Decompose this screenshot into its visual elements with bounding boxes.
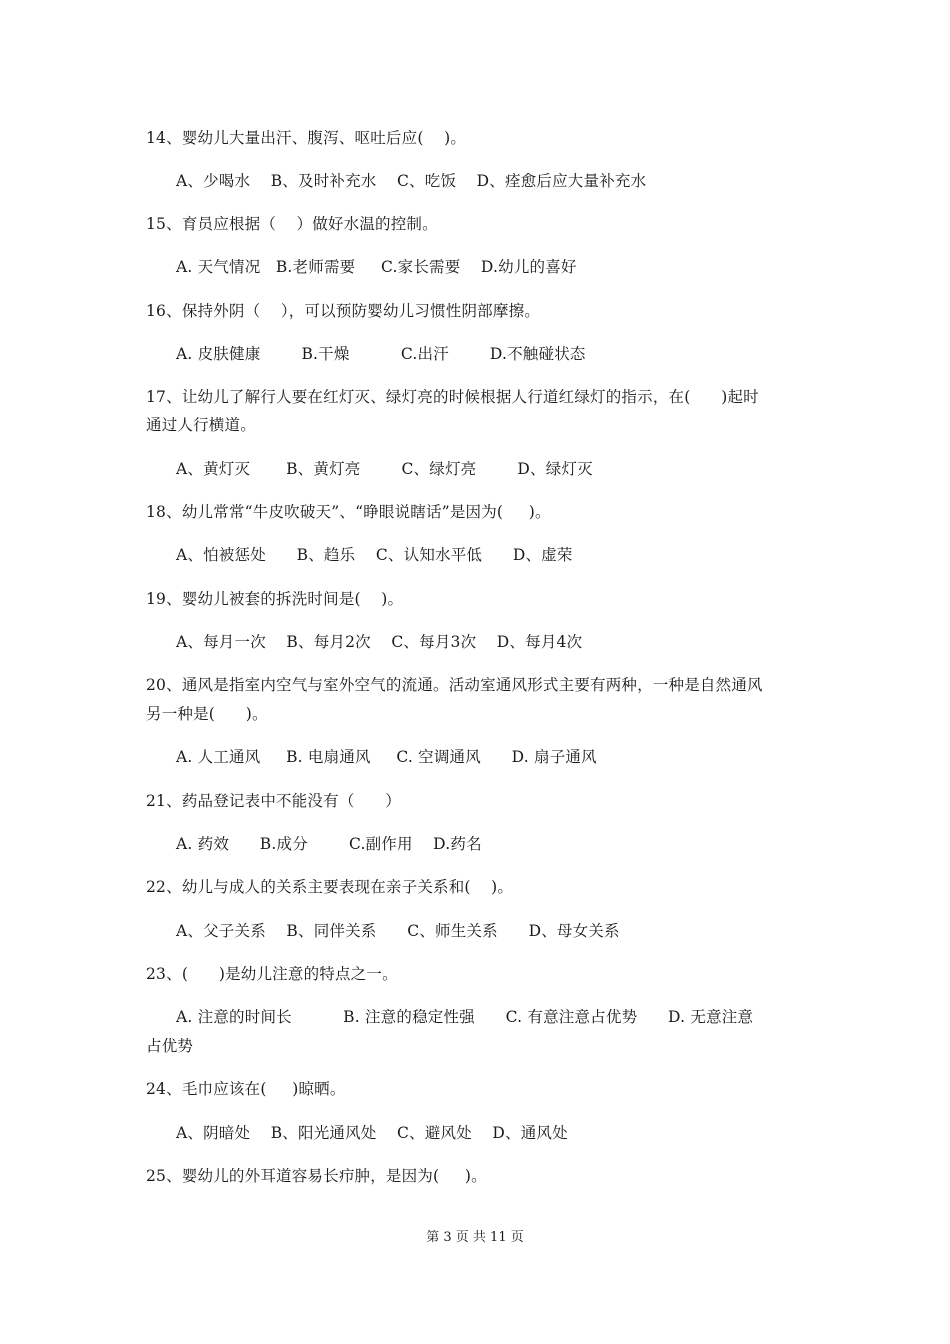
question-23: 23、( )是幼儿注意的特点之一。 <box>146 965 398 983</box>
question-19: 19、婴幼儿被套的拆洗时间是( )。 <box>146 590 404 608</box>
question-23-options: A. 注意的时间长 B. 注意的稳定性强 C. 有意注意占优势 D. 无意注意 <box>176 1008 754 1026</box>
question-20: 20、通风是指室内空气与室外空气的流通。活动室通风形式主要有两种，一种是自然通风 <box>146 676 763 694</box>
question-15: 15、育员应根据（ ）做好水温的控制。 <box>146 215 438 233</box>
question-20-options: A. 人工通风 B. 电扇通风 C. 空调通风 D. 扇子通风 <box>176 748 597 766</box>
question-18: 18、幼儿常常“牛皮吹破天”、“睁眼说瞎话”是因为( )。 <box>146 503 551 521</box>
question-19-options: A、每月一次 B、每月2次 C、每月3次 D、每月4次 <box>176 633 583 651</box>
question-21-options: A. 药效 B.成分 C.副作用 D.药名 <box>176 835 482 853</box>
question-14: 14、婴幼儿大量出汗、腹泻、呕吐后应( )。 <box>146 129 467 147</box>
question-21: 21、药品登记表中不能没有（ ） <box>146 792 401 810</box>
question-23-options-continued: 占优势 <box>146 1037 194 1055</box>
question-20-continued: 另一种是( )。 <box>146 705 268 723</box>
page-footer: 第 3 页 共 11 页 <box>426 1230 524 1245</box>
question-15-options: A. 天气情况 B.老师需要 C.家长需要 D.幼儿的喜好 <box>176 258 577 276</box>
question-25: 25、婴幼儿的外耳道容易长疖肿，是因为( )。 <box>146 1167 487 1185</box>
question-17: 17、让幼儿了解行人要在红灯灭、绿灯亮的时候根据人行道红绿灯的指示，在( )起时 <box>146 388 759 406</box>
question-24-options: A、阴暗处 B、阳光通风处 C、避风处 D、通风处 <box>176 1124 568 1142</box>
question-24: 24、毛巾应该在( )晾晒。 <box>146 1080 346 1098</box>
question-22: 22、幼儿与成人的关系主要表现在亲子关系和( )。 <box>146 878 514 896</box>
question-18-options: A、怕被惩处 B、趋乐 C、认知水平低 D、虚荣 <box>176 546 573 564</box>
question-22-options: A、父子关系 B、同伴关系 C、师生关系 D、母女关系 <box>176 922 620 940</box>
question-14-options: A、少喝水 B、及时补充水 C、吃饭 D、痊愈后应大量补充水 <box>176 172 647 190</box>
question-17-options: A、黄灯灭 B、黄灯亮 C、绿灯亮 D、绿灯灭 <box>176 460 593 478</box>
question-16: 16、保持外阴（ ），可以预防婴幼儿习惯性阴部摩擦。 <box>146 302 540 320</box>
question-16-options: A. 皮肤健康 B.干燥 C.出汗 D.不触碰状态 <box>176 345 586 363</box>
question-17-continued: 通过人行横道。 <box>146 416 256 434</box>
